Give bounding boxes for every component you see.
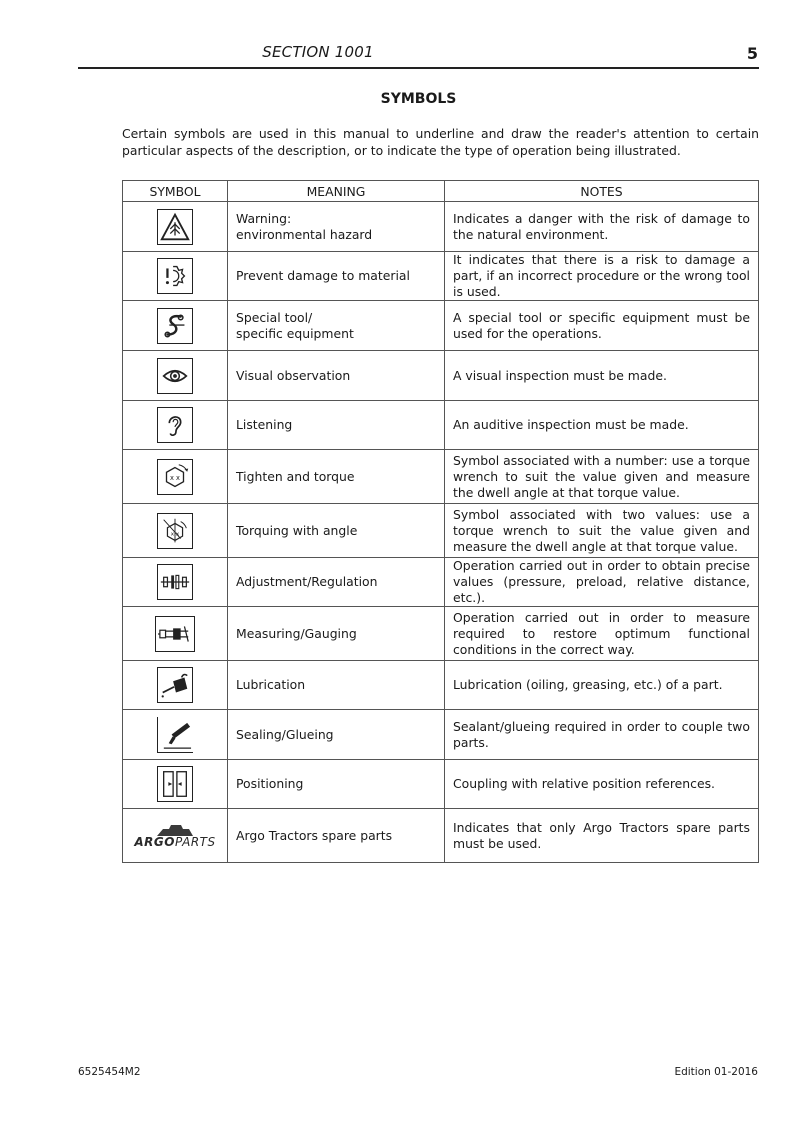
- notes-cell: Lubrication (oiling, greasing, etc.) of a part.: [445, 661, 759, 710]
- symbol-cell: [123, 301, 228, 351]
- symbol-cell: [123, 809, 228, 863]
- notes-cell: Operation carried out in order to obtain precise values (pressure, preload, relative distance, etc.).: [445, 558, 759, 607]
- meaning-cell: [228, 607, 445, 661]
- symbol-cell: [123, 661, 228, 710]
- notes-cell: An auditive inspection must be made.: [445, 401, 759, 450]
- meaning-cell: [228, 710, 445, 760]
- meaning-cell: [228, 661, 445, 710]
- section-title: SECTION 1001: [262, 43, 374, 61]
- meaning-cell: [228, 351, 445, 401]
- caliper-icon: [155, 616, 195, 652]
- ear-icon: [157, 407, 193, 443]
- meaning-line: Visual observation: [236, 367, 351, 383]
- meaning-cell: [228, 809, 445, 863]
- table-row: [123, 558, 759, 607]
- meaning-line: Argo Tractors spare parts: [236, 827, 393, 843]
- table-row: [123, 252, 759, 301]
- intro-paragraph: Certain symbols are used in this manual to underline and draw the reader's attention to certain particular aspects of the description, or to indicate the type of operation being illustrated.: [122, 126, 759, 158]
- meaning-line: Prevent damage to material: [236, 268, 410, 283]
- logo-text-parts: PARTS: [174, 834, 216, 849]
- meaning-cell: [228, 450, 445, 504]
- notes-cell: It indicates that there is a risk to damage a part, if an incorrect procedure or the wrong tool is used.: [445, 252, 759, 301]
- table-row: [123, 710, 759, 760]
- meaning-cell: [228, 202, 445, 252]
- symbol-cell: [123, 450, 228, 504]
- table-row: [123, 202, 759, 252]
- page-heading: SYMBOLS: [380, 91, 457, 107]
- meaning-cell: [228, 558, 445, 607]
- positioning-icon: [157, 766, 193, 802]
- table-row: [123, 760, 759, 809]
- meaning-line: Special tool/: [236, 309, 313, 325]
- symbol-cell: [123, 504, 228, 558]
- table-row: [123, 401, 759, 450]
- notes-cell: Indicates a danger with the risk of damage to the natural environment.: [445, 202, 759, 252]
- symbols-table: [122, 180, 759, 863]
- meaning-line: Measuring/Gauging: [236, 625, 357, 641]
- adjustment-icon: [157, 564, 193, 600]
- symbol-cell: [123, 401, 228, 450]
- svg-text:x x: x x: [170, 473, 180, 482]
- notes-cell: Operation carried out in order to measure required to restore optimum functional conditions in the correct way.: [445, 607, 759, 661]
- notes-cell: Symbol associated with two values: use a torque wrench to suit the value given and measure the dwell angle at that torque value.: [445, 504, 759, 558]
- meaning-line: Listening: [236, 417, 293, 432]
- symbol-cell: [123, 710, 228, 760]
- meaning-cell: [228, 504, 445, 558]
- table-row: [123, 351, 759, 401]
- svg-text:x x: x x: [170, 531, 180, 538]
- header-divider: [78, 67, 759, 69]
- table-header-row: [123, 181, 759, 202]
- notes-cell: Symbol associated with a number: use a torque wrench to suit the value given and measure the dwell angle at that torque value.: [445, 450, 759, 504]
- notes-cell: A special tool or specific equipment must be used for the operations.: [445, 301, 759, 351]
- meaning-line: Lubrication: [236, 677, 306, 692]
- symbol-cell: [123, 202, 228, 252]
- eye-icon: [157, 358, 193, 394]
- symbol-cell: [123, 607, 228, 661]
- notes-cell: Coupling with relative position references.: [445, 760, 759, 809]
- column-header-notes: NOTES: [445, 181, 759, 202]
- logo-text-argo: ARGO: [134, 834, 175, 849]
- material-damage-icon: [157, 258, 193, 294]
- meaning-line: Adjustment/Regulation: [236, 574, 378, 589]
- table-row: [123, 301, 759, 351]
- table-row: [123, 809, 759, 863]
- symbol-cell: [123, 351, 228, 401]
- symbol-cell: [123, 760, 228, 809]
- edition-label: Edition 01-2016: [674, 1066, 758, 1078]
- torque-icon: [157, 459, 193, 495]
- meaning-cell: [228, 401, 445, 450]
- meaning-line: specific equipment: [236, 325, 354, 341]
- notes-cell: Sealant/glueing required in order to couple two parts.: [445, 710, 759, 760]
- special-tool-icon: [157, 308, 193, 344]
- table-row: [123, 661, 759, 710]
- argoparts-logo-text: [134, 835, 215, 849]
- argoparts-logo: [134, 823, 215, 849]
- symbol-cell: [123, 558, 228, 607]
- oil-can-icon: [157, 667, 193, 703]
- meaning-line: Sealing/Glueing: [236, 726, 334, 742]
- meaning-line: Warning:: [236, 210, 292, 226]
- table-row: [123, 607, 759, 661]
- sealant-gun-icon: [157, 717, 193, 753]
- torque-angle-icon: [157, 513, 193, 549]
- meaning-line: Positioning: [236, 776, 304, 791]
- symbol-cell: [123, 252, 228, 301]
- table-row: [123, 450, 759, 504]
- column-header-meaning: MEANING: [228, 181, 445, 202]
- table-row: [123, 504, 759, 558]
- notes-cell: A visual inspection must be made.: [445, 351, 759, 401]
- meaning-cell: [228, 252, 445, 301]
- meaning-cell: [228, 760, 445, 809]
- meaning-cell: [228, 301, 445, 351]
- notes-cell: Indicates that only Argo Tractors spare parts must be used.: [445, 809, 759, 863]
- environmental-hazard-icon: [157, 209, 193, 245]
- page-number: 5: [746, 44, 758, 63]
- document-code: 6525454M2: [78, 1066, 141, 1078]
- column-header-symbol: SYMBOL: [123, 181, 228, 202]
- meaning-line: Tighten and torque: [236, 468, 355, 484]
- meaning-line: Torquing with angle: [236, 522, 358, 538]
- meaning-line: environmental hazard: [236, 226, 373, 242]
